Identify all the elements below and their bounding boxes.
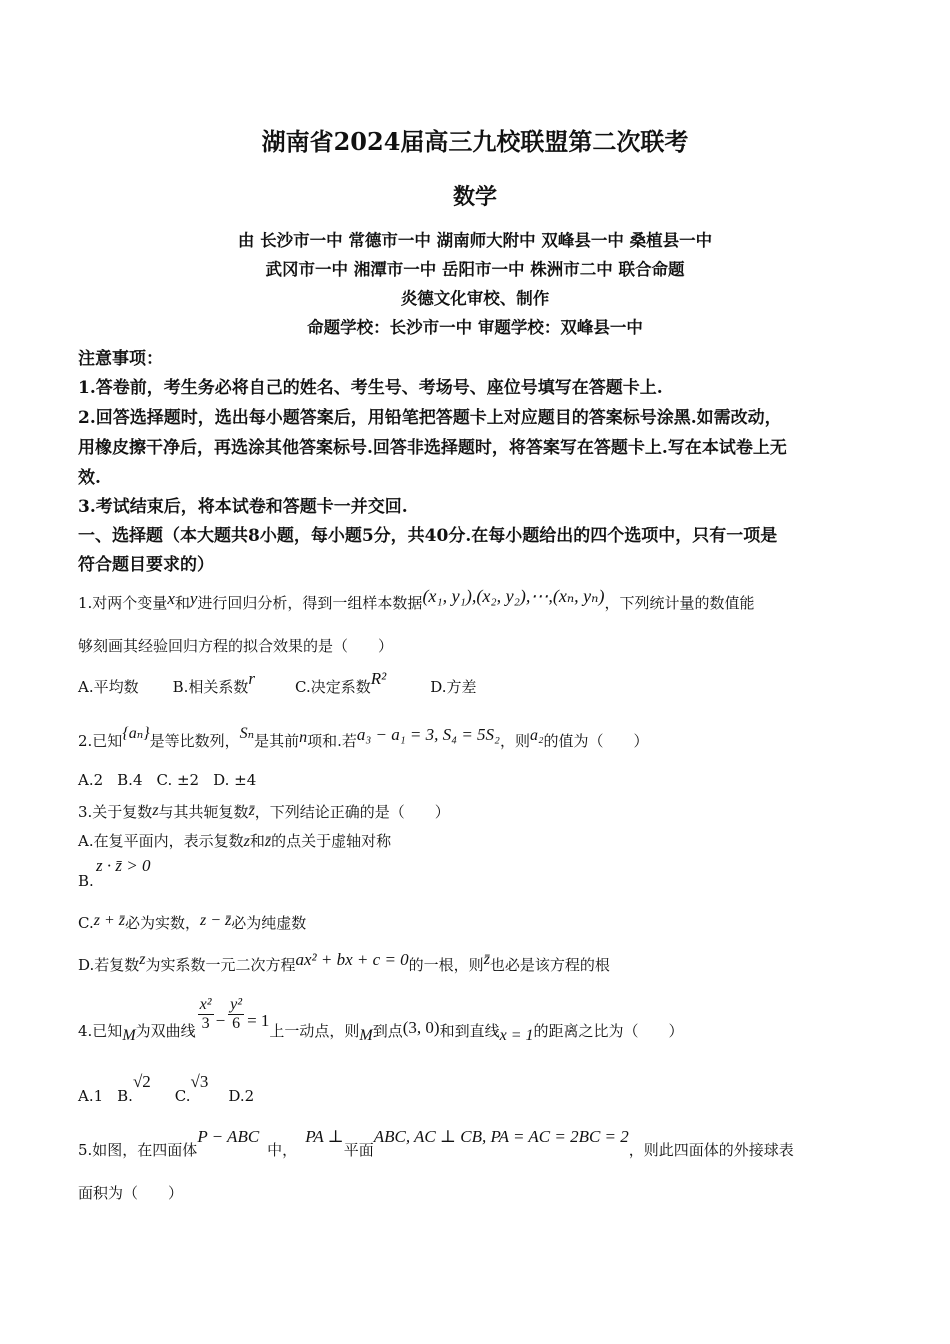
q4-option-a[interactable]: A.1 [78, 1087, 104, 1105]
var-y: y [189, 589, 198, 608]
question-4-line-1: 4.已知M为双曲线 $\frac{\text{x²}}{3}$ − $\frac{\text{y²}}{6}$ = 1上一动点，则M到点(3, 0)和到直线x = 1的距离之比为（ ） [78, 996, 684, 1044]
question-2-line-1: 2.已知{aₙ}是等比数列，Sₙ是其前n项和.若a₃ − a₁ = 3, S₄ = 5S₂，则a₂的值为（ ） [78, 725, 649, 750]
org-line-3: 炎德文化审校、制作 [400, 289, 550, 308]
q4-option-d[interactable]: D.2 [228, 1087, 255, 1105]
q2-option-c[interactable]: C. ±2 [156, 771, 200, 789]
question-1-options [78, 669, 477, 697]
subject-title: 数学 [452, 184, 497, 210]
notice-item-3: 3.考试结束后，将本试卷和答题卡一并交回. [78, 497, 408, 517]
q2-option-a[interactable]: A.2 [78, 771, 104, 789]
q2-condition: a₃ − a₁ = 3, S₄ = 5S₂ [356, 725, 500, 744]
question-5-line-2: 面积为（ ） [78, 1184, 184, 1202]
notice-item-2-line-1: 2.回答选择题时，选出每小题答案后，用铅笔把答题卡上对应题目的答案标号涂黑.如需改动， [78, 408, 782, 428]
question-5-line-1: 5.如图，在四面体P − ABC中，PA ⊥平面ABC, AC ⊥ CB, PA = AC = 2BC = 2，则此四面体的外接球表 [78, 1127, 794, 1159]
question-4-options [78, 1072, 255, 1105]
q3-option-b-expr: z · z̄ > 0 [96, 856, 151, 875]
q3-option-b[interactable]: B. [78, 872, 94, 890]
q1-option-a[interactable]: A.平均数 [78, 678, 139, 696]
section-heading-line-1: 一、选择题（本大题共8小题，每小题5分，共40分.在每小题给出的四个选项中，只有一项是 [78, 526, 778, 546]
q3-option-a[interactable]: A.在复平面内，表示复数z和z̄的点关于虚轴对称 [78, 832, 392, 850]
q1-option-d[interactable]: D.方差 [430, 678, 477, 696]
notice-item-2-line-3: 效. [78, 468, 101, 488]
org-line-1: 由 长沙市一中 常德市一中 湖南师大附中 双峰县一中 桑植县一中 [237, 231, 713, 250]
q1-option-c[interactable]: C.决定系数R² [295, 669, 387, 696]
question-3-line-1: 3.关于复数z与其共轭复数z̄，下列结论正确的是（ ） [78, 802, 450, 821]
question-1-line-1: 1.对两个变量x和y进行回归分析，得到一组样本数据(x₁, y₁),(x₂, y₂),⋯,(xₙ, yₙ)，下列统计量的数值能 [78, 586, 755, 612]
question-2-options [78, 771, 256, 789]
org-line-2: 武冈市一中 湘潭市一中 岳阳市一中 株洲市二中 联合命题 [265, 260, 685, 279]
q4-option-b[interactable]: B.√2 [117, 1072, 151, 1105]
var-x: x [167, 589, 175, 608]
q3-option-c[interactable]: C.z + z̄必为实数，z − z̄必为纯虚数 [78, 912, 307, 932]
notice-item-2-line-2: 用橡皮擦干净后，再选涂其他答案标号.回答非选择题时，将答案写在答题卡上.写在本试卷上无 [78, 438, 787, 458]
fraction-x2-over-3: $\frac{\text{x²}}{3}$ [199, 996, 212, 1032]
q1-option-b[interactable]: B.相关系数r [172, 669, 256, 696]
notice-item-1: 1.答卷前，考生务必将自己的姓名、考生号、考场号、座位号填写在答题卡上. [78, 378, 663, 398]
notice-heading: 注意事项： [78, 349, 163, 369]
sample-data-expr: (x₁, y₁),(x₂, y₂),⋯,(xₙ, yₙ) [422, 586, 605, 606]
org-line-4: 命题学校：长沙市一中 审题学校：双峰县一中 [307, 318, 643, 337]
q3-option-d[interactable]: D.若复数z为实系数一元二次方程ax² + bx + c = 0的一根，则z̄也必是该方程的根 [78, 950, 610, 974]
fraction-y2-over-6: $\frac{\text{y²}}{6}$ [230, 996, 243, 1032]
question-1-line-2: 够刻画其经验回归方程的拟合效果的是（ ） [78, 637, 394, 655]
q2-option-d[interactable]: D. ±4 [213, 771, 257, 789]
section-heading-line-2: 符合题目要求的） [78, 555, 214, 575]
q4-option-c[interactable]: C.√3 [174, 1072, 209, 1105]
q2-option-b[interactable]: B.4 [117, 771, 143, 789]
exam-title: 湖南省2024届高三九校联盟第二次联考 [261, 127, 689, 156]
